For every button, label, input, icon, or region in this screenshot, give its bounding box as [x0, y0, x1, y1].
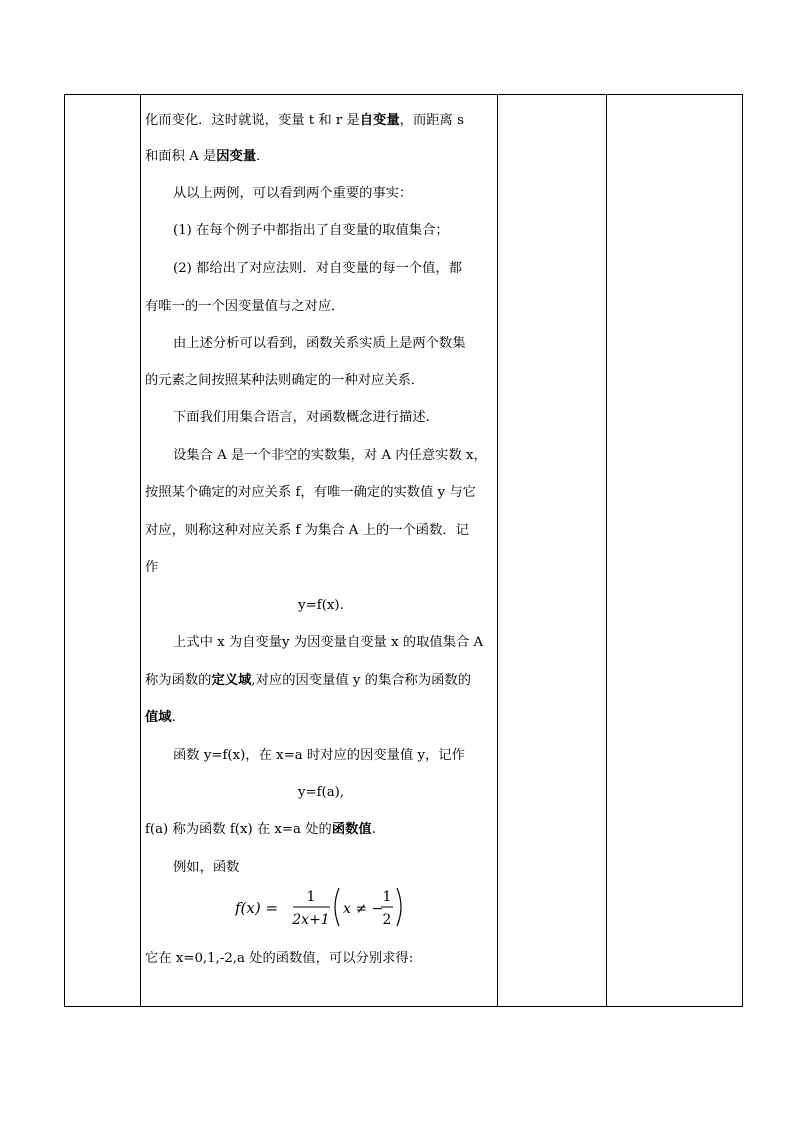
- text-line: 下面我们用集合语言，对函数概念进行描述.: [173, 410, 430, 425]
- formula-svg: [235, 884, 405, 930]
- text-line: 按照某个确定的对应关系 f，有唯一确定的实数值 y 与它: [145, 485, 476, 500]
- column-divider: [497, 95, 498, 1006]
- text-line: 由上述分析可以看到，函数关系实质上是两个数集: [173, 336, 466, 351]
- right-paren: [397, 888, 401, 926]
- column-divider: [606, 95, 607, 1006]
- text-line: 作: [145, 560, 159, 575]
- text-line: 值域.: [145, 710, 176, 725]
- column-divider: [140, 95, 141, 1006]
- condition-numerator: 1: [382, 889, 392, 905]
- formula-numerator: 1: [306, 889, 316, 905]
- text-line: 函数 y=f(x)，在 x=a 时对应的因变量值 y，记作: [173, 748, 465, 763]
- equation-line: y=f(a),: [297, 785, 345, 800]
- text-line: f(a) 称为函数 f(x) 在 x=a 处的函数值.: [145, 822, 376, 837]
- text-line: 称为函数的定义域,对应的因变量值 y 的集合称为函数的: [145, 673, 472, 688]
- function-formula: [145, 884, 497, 930]
- text-line: (1) 在每个例子中都指出了自变量的取值集合；: [173, 223, 449, 238]
- text-line: 例如，函数: [173, 860, 240, 875]
- text-line: 化而变化．这时就说，变量 t 和 r 是自变量，而距离 s: [145, 113, 464, 128]
- equation-line: y=f(x).: [298, 598, 344, 613]
- text-line: 的元素之间按照某种法则确定的一种对应关系．: [145, 373, 425, 388]
- text-line: 有唯一的一个因变量值与之对应．: [145, 299, 345, 314]
- text-line: 设集合 A 是一个非空的实数集，对 A 内任意实数 x，: [173, 448, 487, 463]
- text-line: 对应，则称这种对应关系 f 为集合 A 上的一个函数．记: [145, 523, 469, 538]
- condition-denominator: 2: [382, 912, 392, 928]
- formula-condition: x ≠ −: [343, 901, 384, 917]
- left-paren: [335, 888, 339, 926]
- text-line: (2) 都给出了对应法则．对自变量的每一个值，都: [173, 261, 462, 276]
- text-line: 它在 x=0,1,-2,a 处的函数值，可以分别求得:: [145, 951, 414, 966]
- lesson-table: [64, 94, 743, 1007]
- text-line: 和面积 A 是因变量．: [145, 149, 270, 164]
- formula-lhs: f(x) =: [235, 899, 279, 917]
- text-line: 从以上两例，可以看到两个重要的事实：: [173, 186, 413, 201]
- text-line: 上式中 x 为自变量y 为因变量自变量 x 的取值集合 A: [173, 635, 484, 650]
- formula-denominator: 2x+1: [292, 912, 330, 928]
